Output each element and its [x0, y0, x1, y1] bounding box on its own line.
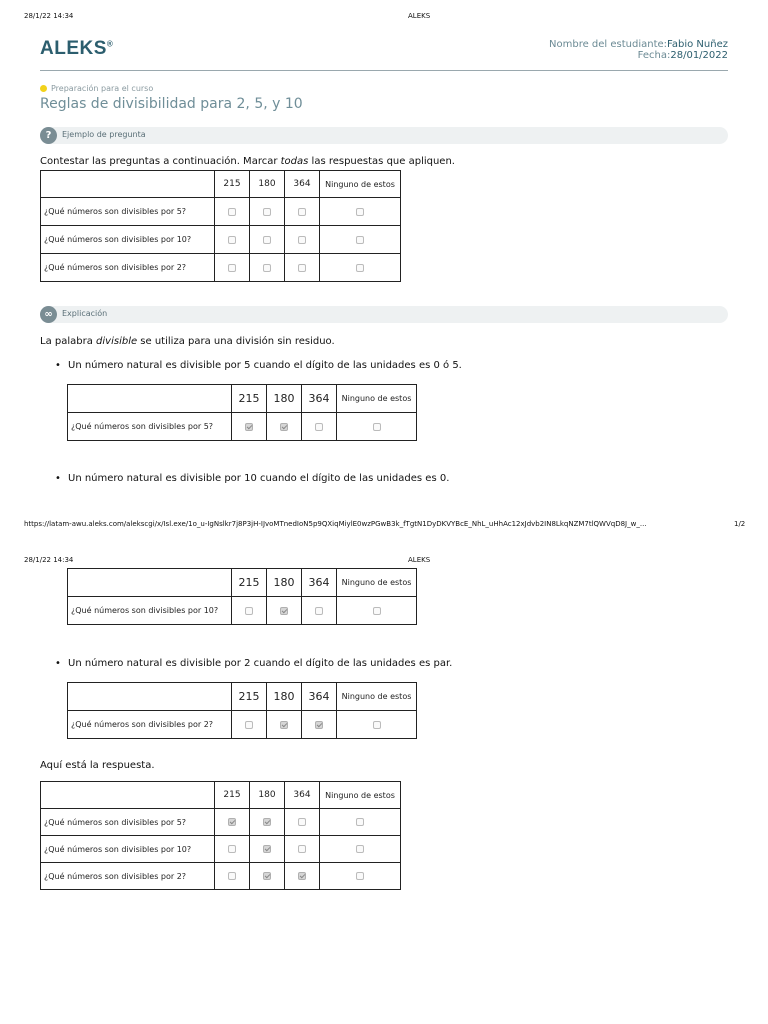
table-row: ¿Qué números son divisibles por 2? — [68, 711, 417, 739]
page-number: 1/2 — [734, 520, 746, 528]
checkbox — [245, 423, 253, 431]
answer-table: 215 180 364 Ninguno de estos ¿Qué números son divisibles por 5? ¿Qué números son divisibles por 10? ¿Qué números son divisibles por 2? — [40, 781, 401, 890]
rule-div5: • Un número natural es divisible por 5 cuando el dígito de las unidades es 0 ó 5. — [68, 360, 462, 371]
checkbox — [245, 721, 253, 729]
table-row: ¿Qué números son divisibles por 10? — [41, 836, 401, 863]
checkbox[interactable] — [298, 208, 306, 216]
infinity-icon: ∞ — [40, 306, 57, 323]
checkbox — [298, 845, 306, 853]
page-title: Reglas de divisibilidad para 2, 5, y 10 — [40, 96, 303, 112]
checkbox — [373, 607, 381, 615]
col-364: 364 — [285, 171, 320, 198]
checkbox — [280, 423, 288, 431]
print-url: https://latam-awu.aleks.com/alekscgi/x/Isl.exe/1o_u-IgNslkr7j8P3jH-IJvoMTnedIoN5p9QXiqMiylE0wzPGwB3k_fTgtN1DyDKVYBcE_NhL_uHhAc12xJdvb2IN8LkqNZM7tlQWVqD8J_w_... — [24, 520, 647, 528]
col-180: 180 — [250, 171, 285, 198]
date-value: 28/01/2022 — [670, 50, 728, 61]
print-title: ALEKS — [408, 556, 431, 564]
question-label: ¿Qué números son divisibles por 5? — [41, 198, 215, 226]
student-info — [549, 39, 728, 61]
explanation-intro: La palabra divisible se utiliza para una división sin residuo. — [40, 336, 335, 347]
checkbox — [263, 845, 271, 853]
explanation-section-header: ∞ Explicación — [40, 306, 728, 323]
checkbox — [373, 721, 381, 729]
instructions: Contestar las preguntas a continuación. Marcar todas las respuestas que apliquen. — [40, 156, 455, 167]
col-215: 215 — [215, 171, 250, 198]
example-section-header: ? Ejemplo de pregunta — [40, 127, 728, 144]
checkbox — [298, 872, 306, 880]
checkbox[interactable] — [356, 264, 364, 272]
checkbox — [228, 845, 236, 853]
checkbox — [315, 721, 323, 729]
question-label: ¿Qué números son divisibles por 10? — [41, 226, 215, 254]
checkbox[interactable] — [228, 264, 236, 272]
checkbox — [373, 423, 381, 431]
checkbox — [356, 845, 364, 853]
checkbox[interactable] — [356, 208, 364, 216]
checkbox[interactable] — [228, 208, 236, 216]
checkbox — [263, 818, 271, 826]
checkbox[interactable] — [263, 208, 271, 216]
checkbox — [280, 721, 288, 729]
checkbox — [263, 872, 271, 880]
question-table — [40, 170, 401, 282]
student-name-label: Nombre del estudiante: — [549, 39, 668, 50]
table-row: ¿Qué números son divisibles por 2? — [41, 863, 401, 890]
rule5-table: 215 180 364 Ninguno de estos ¿Qué números son divisibles por 5? — [67, 384, 417, 441]
answer-heading: Aquí está la respuesta. — [40, 760, 155, 771]
rule2-table: 215 180 364 Ninguno de estos ¿Qué números son divisibles por 2? — [67, 682, 417, 739]
checkbox — [315, 607, 323, 615]
checkbox[interactable] — [356, 236, 364, 244]
checkbox — [356, 818, 364, 826]
header-divider — [40, 70, 728, 71]
checkbox — [228, 818, 236, 826]
print-datetime: 28/1/22 14:34 — [24, 556, 74, 564]
rule-div2: • Un número natural es divisible por 2 cuando el dígito de las unidades es par. — [68, 658, 452, 669]
question-label: ¿Qué números son divisibles por 2? — [41, 254, 215, 282]
checkbox[interactable] — [298, 236, 306, 244]
checkbox — [315, 423, 323, 431]
checkbox[interactable] — [263, 236, 271, 244]
table-row — [41, 226, 401, 254]
rule10-table: 215 180 364 Ninguno de estos ¿Qué números son divisibles por 10? — [67, 568, 417, 625]
aleks-logo: ALEKS® — [40, 38, 114, 59]
table-row — [41, 198, 401, 226]
table-row: ¿Qué números son divisibles por 5? — [68, 413, 417, 441]
checkbox[interactable] — [298, 264, 306, 272]
checkbox[interactable] — [228, 236, 236, 244]
breadcrumb: Preparación para el curso — [40, 84, 153, 93]
student-name: Fabio Nuñez — [667, 39, 728, 50]
checkbox — [298, 818, 306, 826]
date-label: Fecha: — [637, 50, 671, 61]
checkbox — [280, 607, 288, 615]
print-datetime: 28/1/22 14:34 — [24, 12, 74, 20]
status-dot-icon — [40, 85, 47, 92]
print-title: ALEKS — [408, 12, 431, 20]
checkbox — [228, 872, 236, 880]
col-none: Ninguno de estos — [320, 171, 401, 198]
checkbox[interactable] — [263, 264, 271, 272]
checkbox — [356, 872, 364, 880]
checkbox — [245, 607, 253, 615]
table-row: ¿Qué números son divisibles por 5? — [41, 809, 401, 836]
table-row: ¿Qué números son divisibles por 10? — [68, 597, 417, 625]
rule-div10: • Un número natural es divisible por 10 cuando el dígito de las unidades es 0. — [68, 473, 449, 484]
table-row — [41, 254, 401, 282]
question-icon: ? — [40, 127, 57, 144]
